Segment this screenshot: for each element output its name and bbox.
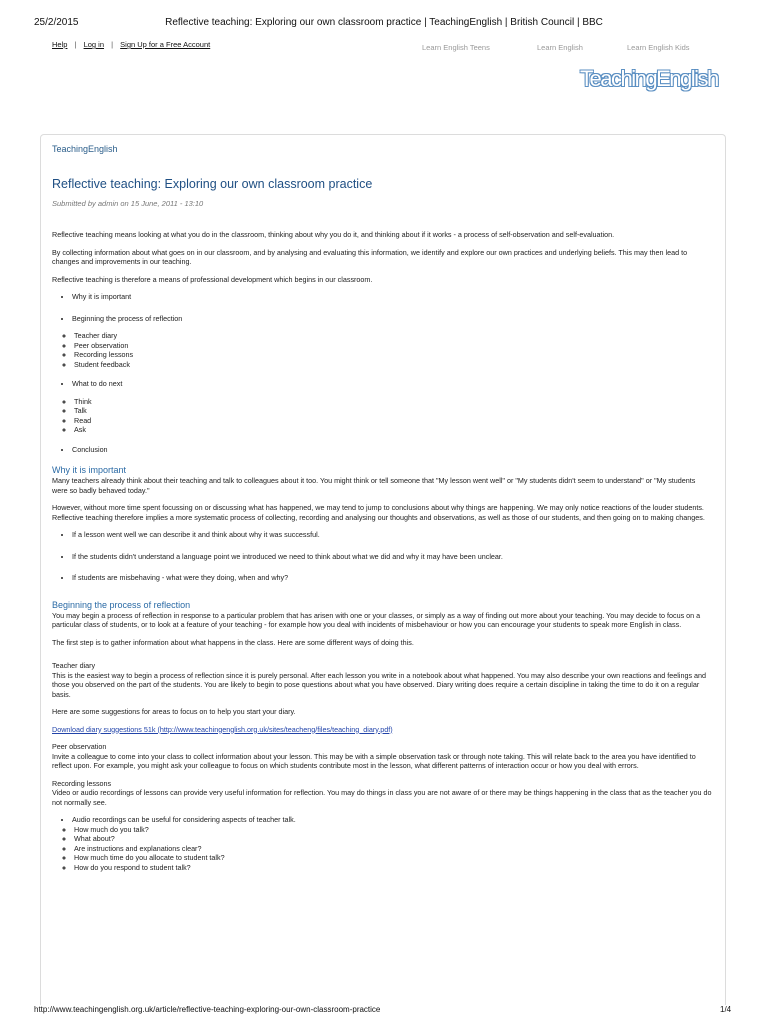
print-date: 25/2/2015: [34, 17, 79, 28]
toc-list: [52, 445, 712, 455]
link-separator: |: [74, 40, 77, 49]
footer-url: http://www.teachingenglish.org.uk/article/reflective-teaching-exploring-our-own-classroom-practice: [34, 1005, 381, 1014]
toc-subitem[interactable]: ◦ Read: [74, 416, 712, 426]
toc-sublist: [52, 331, 712, 369]
article-body: [52, 230, 712, 882]
section-heading-beginning: Beginning the process of reflection: [52, 599, 191, 610]
print-header: [0, 0, 768, 28]
intro-paragraph: Reflective teaching is therefore a means of professional development which begins in our classroom.: [52, 274, 373, 284]
download-diary-link[interactable]: Download diary suggestions 51k (http://www.teachingenglish.org.uk/sites/teacheng/files/teaching_diary.pdf): [52, 724, 393, 734]
site-link-learnenglish[interactable]: Learn English: [537, 43, 583, 52]
toc-subitem[interactable]: ◦ Ask: [74, 425, 712, 435]
list-subitem: ◦ How much do you talk?: [74, 825, 712, 835]
breadcrumb[interactable]: TeachingEnglish: [52, 144, 118, 154]
recording-sublist: [52, 825, 712, 873]
top-links: [52, 40, 215, 49]
article-title: Reflective teaching: Exploring our own classroom practice: [52, 177, 373, 191]
toc-subitem[interactable]: ◦ Think: [74, 397, 712, 407]
toc-subitem[interactable]: ◦ Teacher diary: [74, 331, 712, 341]
diary-paragraph: Here are some suggestions for areas to focus on to help you start your diary.: [52, 707, 296, 716]
signup-link[interactable]: Sign Up for a Free Account: [120, 40, 211, 49]
toc-list: [52, 379, 712, 389]
toc-subitem[interactable]: ◦ Student feedback: [74, 360, 712, 370]
list-subitem: ◦ Are instructions and explanations clear?: [74, 844, 712, 854]
toc-sublist: [52, 397, 712, 435]
list-item: • If students are misbehaving - what were they doing, when and why?: [72, 573, 712, 583]
toc-subitem[interactable]: ◦ Talk: [74, 406, 712, 416]
toc-item-conclusion[interactable]: • Conclusion: [72, 445, 712, 455]
subheading-recording-lessons: Recording lessons: [52, 778, 112, 788]
site-link-kids[interactable]: Learn English Kids: [627, 43, 690, 52]
subheading-teacher-diary: Teacher diary: [52, 661, 96, 670]
intro-paragraph: By collecting information about what goes on in our classroom, and by analysing and evaluating this information, we identify and explore our own practices and underlying beliefs. This may then lead to changes and improvements in our teaching.: [52, 247, 688, 266]
list-subitem: ◦ How much time do you allocate to student talk?: [74, 853, 712, 863]
why-paragraph: Many teachers already think about their teaching and talk to colleagues about it too. You might think or tell someone that "My lesson went well" or "My students didn't seem to understand" or "My students were so badly behaved today.": [52, 476, 696, 495]
subheading-peer-observation: Peer observation: [52, 742, 107, 751]
toc-list: [52, 292, 712, 323]
toc-item-label: Beginning the process of reflection: [72, 313, 183, 323]
list-item: • If the students didn't understand a language point we introduced we need to think about what we did and why it may have been unclear.: [72, 552, 712, 562]
login-link[interactable]: Log in: [83, 40, 105, 49]
toc-item-why[interactable]: • Why it is important: [72, 292, 712, 302]
submitted-meta: Submitted by admin on 15 June, 2011 - 13:10: [52, 199, 204, 208]
why-paragraph: However, without more time spent focussing on or discussing what has happened, we may tend to jump to conclusions about why things are happening. We may only notice reactions of the louder students. Reflective teaching therefore implies a more systematic process of collecting, recording and analysing our thoughts and observations, as well as those of our students, and then going on to making changes.: [52, 503, 705, 522]
list-subitem: ◦ How do you respond to student talk?: [74, 863, 712, 873]
link-separator: |: [111, 40, 114, 49]
teachingenglish-logo[interactable]: TeachingEnglish: [580, 66, 718, 91]
diary-paragraph: This is the easiest way to begin a process of reflection since it is purely personal. After each lesson you write in a notebook about what happened. You may also describe your own reactions and feelings and those you observed on the part of the students. You are likely to begin to pose questions about what you have observed. Diary writing does require a certain discipline in taking the time to do it on a regular basis.: [52, 670, 707, 699]
beginning-paragraph: You may begin a process of reflection in response to a particular problem that has arisen with one or your classes, or simply as a way of finding out more about your teaching. You may decide to focus on a particular class of students, or to look at a feature of your teaching - for example how you deal with incidents of misbehaviour or how you can encourage your students to speak more English in class.: [52, 610, 701, 629]
list-subitem: ◦ What about?: [74, 834, 712, 844]
help-link[interactable]: Help: [52, 40, 68, 49]
recording-paragraph: Video or audio recordings of lessons can provide very useful information for reflection. You may do things in class you are not aware of or there may be things happening in the class that as the teacher you do not normally see.: [52, 788, 712, 807]
recording-list: [52, 815, 712, 825]
site-link-teens[interactable]: Learn English Teens: [422, 43, 490, 52]
section-heading-why: Why it is important: [52, 465, 127, 475]
print-page-title: Reflective teaching: Exploring our own classroom practice | TeachingEnglish | British Council | BBC: [165, 17, 603, 28]
toc-item-beginning[interactable]: [72, 314, 712, 324]
list-item: • Audio recordings can be useful for considering aspects of teacher talk.: [72, 815, 712, 825]
peer-paragraph: Invite a colleague to come into your class to collect information about your lesson. This may be with a simple observation task or through note taking. This will relate back to the area you have identified to reflect upon. For example, you might ask your colleague to focus on which students contribute most in the lesson, what different patterns of interaction occur or how you deal with errors.: [52, 751, 696, 770]
why-list: [52, 530, 712, 583]
toc-item-next[interactable]: • What to do next: [72, 379, 712, 389]
list-item: • If a lesson went well we can describe it and think about why it was successful.: [72, 530, 712, 540]
beginning-paragraph: The first step is to gather information about what happens in the class. Here are some different ways of doing this.: [52, 637, 414, 647]
intro-paragraph: Reflective teaching means looking at what you do in the classroom, thinking about why you do it, and thinking about if it works - a process of self-observation and self-evaluation.: [52, 230, 615, 239]
footer-page-number: 1/4: [720, 1005, 732, 1014]
toc-subitem[interactable]: ◦ Peer observation: [74, 341, 712, 351]
toc-subitem[interactable]: ◦ Recording lessons: [74, 350, 712, 360]
